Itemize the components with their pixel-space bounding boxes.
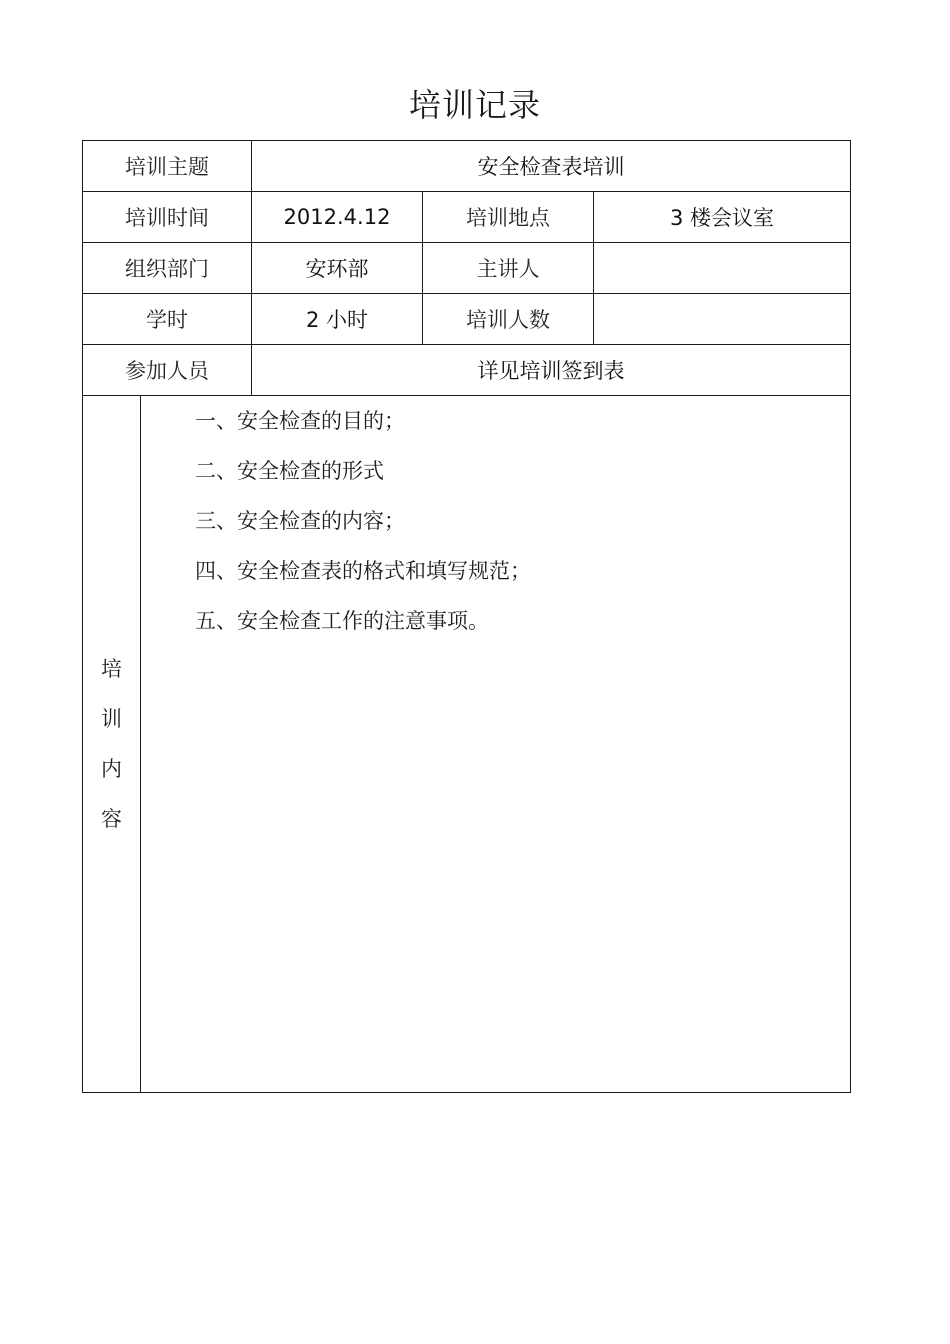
row-hours-count (83, 294, 851, 345)
location-label: 培训地点 (423, 192, 594, 243)
row-attendees (83, 345, 851, 396)
time-label: 培训时间 (83, 192, 252, 243)
hours-value: 2 小时 (252, 294, 423, 345)
content-body (141, 396, 851, 1093)
row-topic (83, 141, 851, 192)
row-time-location (83, 192, 851, 243)
attendees-label: 参加人员 (83, 345, 252, 396)
list-item: 四、安全检查表的格式和填写规范； (195, 559, 531, 583)
speaker-value (594, 243, 851, 294)
department-label: 组织部门 (83, 243, 252, 294)
row-department-speaker (83, 243, 851, 294)
list-item: 五、安全检查工作的注意事项。 (195, 609, 489, 633)
topic-label: 培训主题 (83, 141, 252, 192)
document-title: 培训记录 (408, 86, 541, 124)
topic-value: 安全检查表培训 (252, 141, 851, 192)
content-label-char: 训 (101, 707, 122, 731)
row-content (83, 396, 851, 1093)
content-label-char: 培 (101, 657, 122, 681)
content-label-char: 容 (101, 807, 122, 831)
attendees-value: 详见培训签到表 (252, 345, 851, 396)
list-item: 三、安全检查的内容； (195, 509, 405, 533)
time-value: 2012.4.12 (252, 192, 423, 243)
content-label-char: 内 (101, 757, 122, 781)
department-value: 安环部 (252, 243, 423, 294)
list-item: 一、安全检查的目的； (195, 409, 405, 433)
content-list (195, 396, 850, 646)
count-value (594, 294, 851, 345)
hours-label: 学时 (83, 294, 252, 345)
location-value: 3 楼会议室 (594, 192, 851, 243)
speaker-label: 主讲人 (423, 243, 594, 294)
content-label (83, 396, 141, 1093)
training-record-table (82, 140, 851, 1093)
list-item: 二、安全检查的形式 (195, 459, 384, 483)
count-label: 培训人数 (423, 294, 594, 345)
